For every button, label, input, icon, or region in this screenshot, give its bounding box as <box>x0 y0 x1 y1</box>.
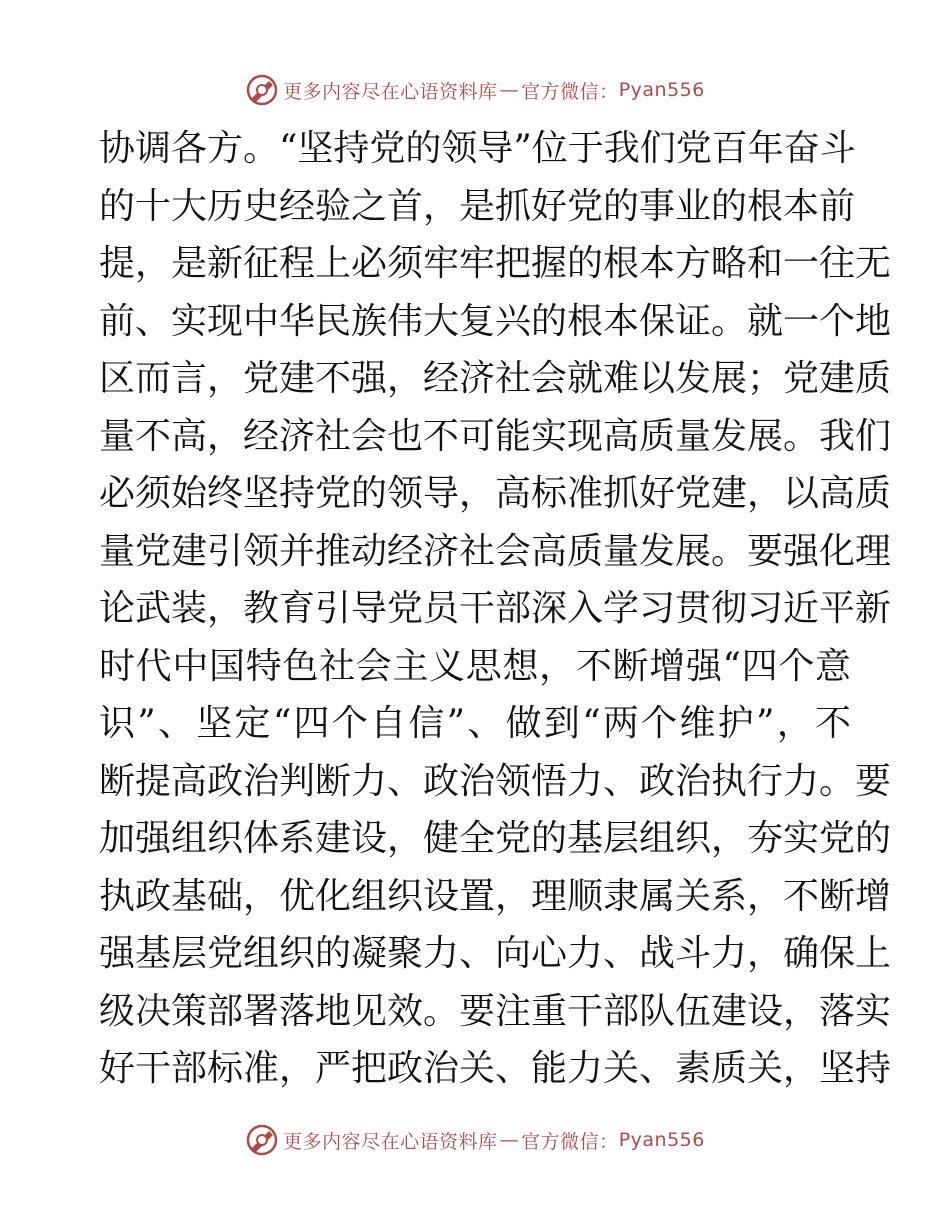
text-line: 区而言，党建不强，经济社会就难以发展；党建质 <box>99 358 892 399</box>
footer-banner <box>0 1120 950 1160</box>
text-line: 前、实现中华民族伟大复兴的根本保证。就一个地 <box>99 300 892 342</box>
banner-separator: — <box>499 1129 520 1151</box>
text-line: 必须始终坚持党的领导，高标准抓好党建，以高质 <box>99 473 892 514</box>
header-banner <box>0 70 950 110</box>
text-line: 的十大历史经验之首，是抓好党的事业的根本前 <box>99 185 856 227</box>
text-line: 断提高政治判断力、政治领悟力、政治执行力。要 <box>99 760 892 802</box>
brand-logo-icon <box>245 1123 279 1157</box>
banner-wechat-label: 官方微信： <box>521 1130 619 1153</box>
banner-wechat-label: 官方微信： <box>521 80 619 103</box>
text-line: 量党建引领并推动经济社会高质量发展。要强化理 <box>99 530 892 572</box>
text-line: 强基层党组织的凝聚力、向心力、战斗力，确保上 <box>99 933 892 974</box>
text-line: 时代中国特色社会主义思想，不断增强“四个意 <box>99 645 851 687</box>
text-line: 量不高，经济社会也不可能实现高质量发展。我们 <box>99 415 892 457</box>
banner-text: 更多内容尽在心语资料库 <box>283 80 498 103</box>
banner-wechat-id: Pyan556 <box>618 79 705 101</box>
text-line: 执政基础，优化组织设置，理顺隶属关系，不断增 <box>99 875 892 917</box>
text-line: 提，是新征程上必须牢牢把握的根本方略和一往无 <box>99 243 892 284</box>
text-line: 论武装，教育引导党员干部深入学习贯彻习近平新 <box>99 588 892 629</box>
banner-wechat-id: Pyan556 <box>618 1129 705 1151</box>
document-body <box>99 120 892 1098</box>
brand-logo-icon <box>245 73 279 107</box>
banner-separator: — <box>499 79 520 101</box>
text-line: 级决策部署落地见效。要注重干部队伍建设，落实 <box>99 990 892 1032</box>
banner-text: 更多内容尽在心语资料库 <box>283 1130 498 1153</box>
text-line: 协调各方。“坚持党的领导”位于我们党百年奋斗 <box>99 128 856 169</box>
text-line: 加强组织体系建设，健全党的基层组织，夯实党的 <box>99 818 892 859</box>
text-line: 识”、坚定“四个自信”、做到“两个维护”，不 <box>99 703 851 744</box>
text-line: 好干部标准，严把政治关、能力关、素质关，坚持 <box>99 1048 892 1089</box>
